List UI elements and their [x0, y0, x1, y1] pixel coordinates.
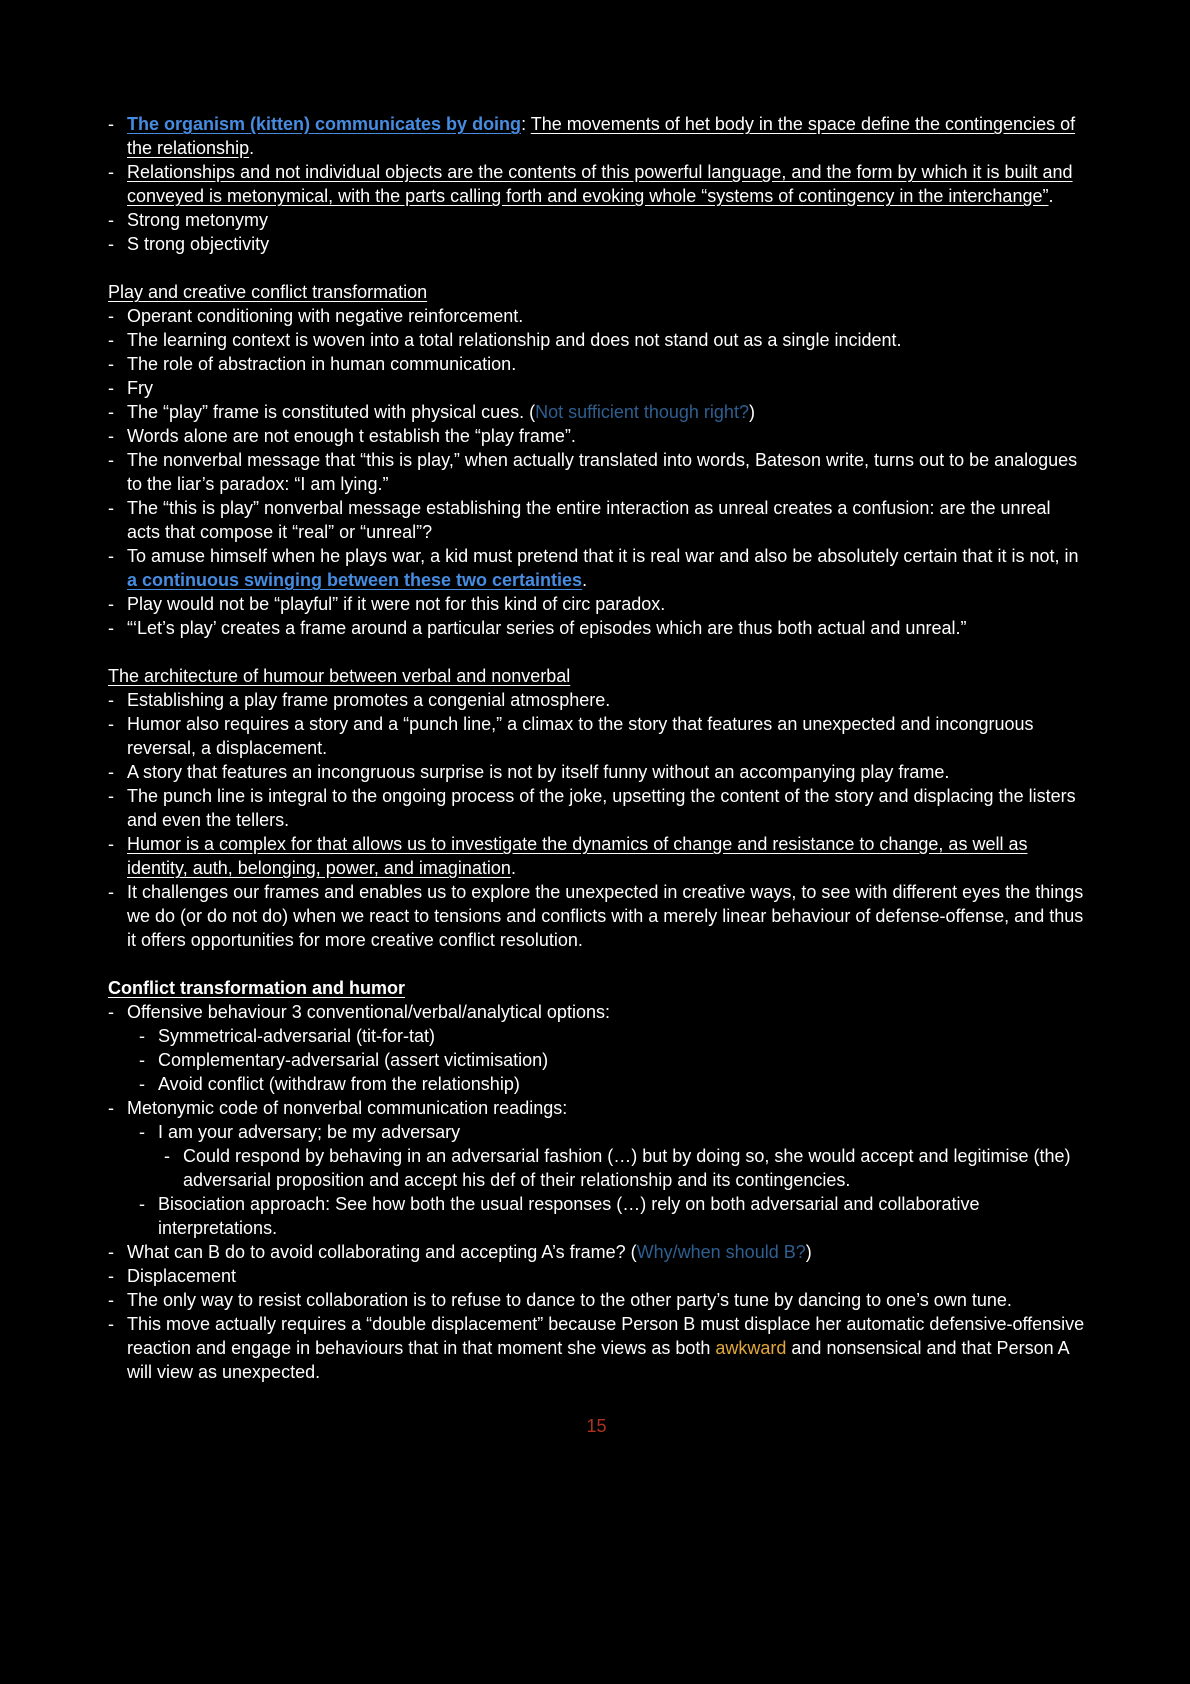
text: Fry [127, 378, 153, 398]
bullet-dash: - [108, 210, 114, 230]
bullet-dash: - [108, 1002, 114, 1022]
text: . [510, 858, 516, 878]
bullet-text [127, 616, 1085, 640]
bullet-item [108, 1312, 1085, 1384]
bullet-text [127, 1096, 1085, 1120]
bullet-item [108, 400, 1085, 424]
bullet-item [139, 1120, 1085, 1144]
bullet-text [183, 1144, 1085, 1192]
bullet-dash: - [108, 594, 114, 614]
bullet-item [108, 760, 1085, 784]
comment-text: Why/when should B? [636, 1242, 806, 1262]
bullet-dash: - [139, 1050, 145, 1070]
bullet-item [108, 544, 1085, 592]
bullet-item [108, 832, 1085, 880]
bullet-text [127, 544, 1085, 592]
text: “‘Let’s play’ creates a frame around a particular series of episodes which are thus both actual and unreal.” [127, 618, 967, 638]
bullet-item [108, 688, 1085, 712]
text: Establishing a play frame promotes a congenial atmosphere. [127, 690, 611, 710]
hyperlink[interactable]: The organism (kitten) communicates by doing [127, 114, 522, 134]
bullet-dash: - [139, 1074, 145, 1094]
paragraph-spacer [108, 256, 1085, 280]
text: Bisociation approach: See how both the usual responses (…) rely on both adversarial and collaborative interpretations. [158, 1194, 980, 1238]
bullet-dash: - [108, 1266, 114, 1286]
bullet-item [108, 160, 1085, 208]
bullet-item [164, 1144, 1085, 1192]
bullet-dash: - [108, 1242, 114, 1262]
text: It challenges our frames and enables us to explore the unexpected in creative ways, to see with different eyes the things we do (or do not do) when we react to tensions and conflicts with a merely linear behaviour of defense-offense, and thus it offers opportunities for more creative conflict resolution. [127, 882, 1084, 950]
text: Could respond by behaving in an adversarial fashion (…) but by doing so, she would accept and legitimise (the) adversarial proposition and accept his def of their relationship and its contingencies. [183, 1146, 1071, 1190]
bullet-dash: - [108, 882, 114, 902]
bullet-dash: - [108, 234, 114, 254]
text: The “this is play” nonverbal message establishing the entire interaction as unreal creates a confusion: are the unreal acts that compose it “real” or “unreal”? [127, 498, 1051, 542]
bullet-item [108, 208, 1085, 232]
bullet-text [127, 424, 1085, 448]
page-number: 15 [586, 1416, 607, 1436]
underlined-text: Humor is a complex for that allows us to investigate the dynamics of change and resistance to change, as well as identity, auth, belonging, power, and imagination [127, 834, 1028, 878]
text: Words alone are not enough t establish the “play frame”. [127, 426, 576, 446]
bullet-text [127, 760, 1085, 784]
bullet-item [108, 616, 1085, 640]
bullet-item [108, 352, 1085, 376]
bullet-item [108, 1240, 1085, 1264]
bullet-item [108, 424, 1085, 448]
text: The nonverbal message that “this is play,” when actually translated into words, Bateson write, turns out to be analogues to the liar’s paradox: “I am lying.” [127, 450, 1078, 494]
text: ) [748, 402, 755, 422]
text: The punch line is integral to the ongoing process of the joke, upsetting the content of the story and displacing the listers and even the tellers. [127, 786, 1076, 830]
bullet-text [127, 832, 1085, 880]
bullet-text [127, 208, 1085, 232]
text: Symmetrical-adversarial (tit-for-tat) [158, 1026, 436, 1046]
bullet-dash: - [108, 402, 114, 422]
bullet-item [108, 1288, 1085, 1312]
text: Complementary-adversarial (assert victimisation) [158, 1050, 549, 1070]
text: Play would not be “playful” if it were not for this kind of circ paradox. [127, 594, 666, 614]
bullet-text [127, 328, 1085, 352]
underlined-text: Relationships and not individual objects are the contents of this powerful language, and the form by which it is built and conveyed is metonymical, with the parts calling forth and evoking whole “systems of contingency in the interchange” [127, 162, 1073, 206]
bullet-text [127, 1264, 1085, 1288]
text: Humor also requires a story and a “punch line,” a climax to the story that features an unexpected and incongruous reversal, a displacement. [127, 714, 1034, 758]
bullet-text [127, 376, 1085, 400]
text: The only way to resist collaboration is to refuse to dance to the other party’s tune by dancing to one’s own tune. [127, 1290, 1012, 1310]
paragraph-spacer [108, 640, 1085, 664]
text: and nonsensical and that Person A will view as unexpected. [127, 1338, 1069, 1382]
bullet-dash: - [108, 1290, 114, 1310]
section-heading: The architecture of humour between verbal and nonverbal [108, 666, 571, 686]
text: A story that features an incongruous surprise is not by itself funny without an accompanying play frame. [127, 762, 950, 782]
bullet-item [108, 592, 1085, 616]
bullet-text [158, 1048, 1085, 1072]
bullet-item [108, 784, 1085, 832]
bullet-dash: - [108, 498, 114, 518]
bullet-text [127, 304, 1085, 328]
bullet-text [158, 1192, 1085, 1240]
bullet-text [127, 592, 1085, 616]
bullet-dash: - [108, 330, 114, 350]
bullet-text [158, 1072, 1085, 1096]
text: S trong objectivity [127, 234, 270, 254]
bullet-text [127, 112, 1085, 160]
bullet-dash: - [108, 618, 114, 638]
bullet-text [127, 1288, 1085, 1312]
bullet-dash: - [108, 354, 114, 374]
text: Strong metonymy [127, 210, 269, 230]
bullet-text [127, 400, 1085, 424]
bullet-dash: - [108, 762, 114, 782]
bullet-item [108, 304, 1085, 328]
text: : [521, 114, 531, 134]
bullet-dash: - [108, 546, 114, 566]
bullet-item [108, 232, 1085, 256]
bullet-item [139, 1192, 1085, 1240]
bullet-dash: - [108, 834, 114, 854]
bullet-dash: - [108, 786, 114, 806]
bullet-dash: - [139, 1194, 145, 1214]
bullet-item [108, 328, 1085, 352]
content-blocks [108, 112, 1085, 1384]
text: The “play” frame is constituted with physical cues. ( [127, 402, 536, 422]
bullet-item [108, 880, 1085, 952]
bullet-dash: - [164, 1146, 170, 1166]
text: ) [805, 1242, 812, 1262]
bullet-item [108, 496, 1085, 544]
bullet-dash: - [108, 1314, 114, 1334]
bullet-dash: - [139, 1122, 145, 1142]
text: Displacement [127, 1266, 237, 1286]
bullet-text [127, 160, 1085, 208]
text: . [249, 138, 255, 158]
bullet-text [127, 784, 1085, 832]
text: The role of abstraction in human communication. [127, 354, 517, 374]
paragraph-spacer [108, 952, 1085, 976]
underlined-text: The movements of het body in the space define the contingencies of the relationship [127, 114, 1076, 158]
text: . [1048, 186, 1054, 206]
section-heading: Conflict transformation and humor [108, 978, 405, 998]
bullet-item [108, 376, 1085, 400]
bullet-item [108, 1096, 1085, 1120]
text: To amuse himself when he plays war, a kid must pretend that it is real war and also be absolutely certain that it is not, in [127, 546, 1079, 566]
bullet-text [158, 1120, 1085, 1144]
text: Avoid conflict (withdraw from the relationship) [158, 1074, 520, 1094]
bullet-dash: - [108, 378, 114, 398]
bullet-dash: - [108, 114, 114, 134]
bullet-text [127, 448, 1085, 496]
bullet-text [127, 880, 1085, 952]
text: I am your adversary; be my adversary [158, 1122, 461, 1142]
hyperlink[interactable]: a continuous swinging between these two certainties [127, 570, 583, 590]
bullet-text [127, 232, 1085, 256]
text: What can B do to avoid collaborating and accepting A’s frame? ( [127, 1242, 637, 1262]
bullet-item [139, 1048, 1085, 1072]
bullet-text [127, 496, 1085, 544]
text: . [582, 570, 588, 590]
text: Operant conditioning with negative reinforcement. [127, 306, 524, 326]
bullet-dash: - [139, 1026, 145, 1046]
text: This move actually requires a “double displacement” because Person B must displace her automatic defensive-offensive reaction and engage in behaviours that in that moment she views as both [127, 1314, 1085, 1358]
comment-text: Not sufficient though right? [535, 402, 749, 422]
bullet-text [127, 1312, 1085, 1384]
text: Metonymic code of nonverbal communication readings: [127, 1098, 568, 1118]
bullet-dash: - [108, 1098, 114, 1118]
bullet-text [127, 352, 1085, 376]
text: The learning context is woven into a total relationship and does not stand out as a single incident. [127, 330, 902, 350]
bullet-dash: - [108, 690, 114, 710]
bullet-item [108, 712, 1085, 760]
bullet-item [139, 1024, 1085, 1048]
section-heading: Play and creative conflict transformation [108, 282, 428, 302]
text: Offensive behaviour 3 conventional/verbal/analytical options: [127, 1002, 610, 1022]
bullet-item [108, 448, 1085, 496]
bullet-dash: - [108, 426, 114, 446]
bullet-item [139, 1072, 1085, 1096]
bullet-text [127, 688, 1085, 712]
highlighted-text: awkward [715, 1338, 787, 1358]
bullet-text [158, 1024, 1085, 1048]
bullet-dash: - [108, 306, 114, 326]
bullet-dash: - [108, 162, 114, 182]
bullet-item [108, 112, 1085, 160]
bullet-item [108, 1264, 1085, 1288]
bullet-dash: - [108, 714, 114, 734]
bullet-text [127, 1000, 1085, 1024]
bullet-dash: - [108, 450, 114, 470]
bullet-item [108, 1000, 1085, 1024]
bullet-text [127, 1240, 1085, 1264]
bullet-text [127, 712, 1085, 760]
